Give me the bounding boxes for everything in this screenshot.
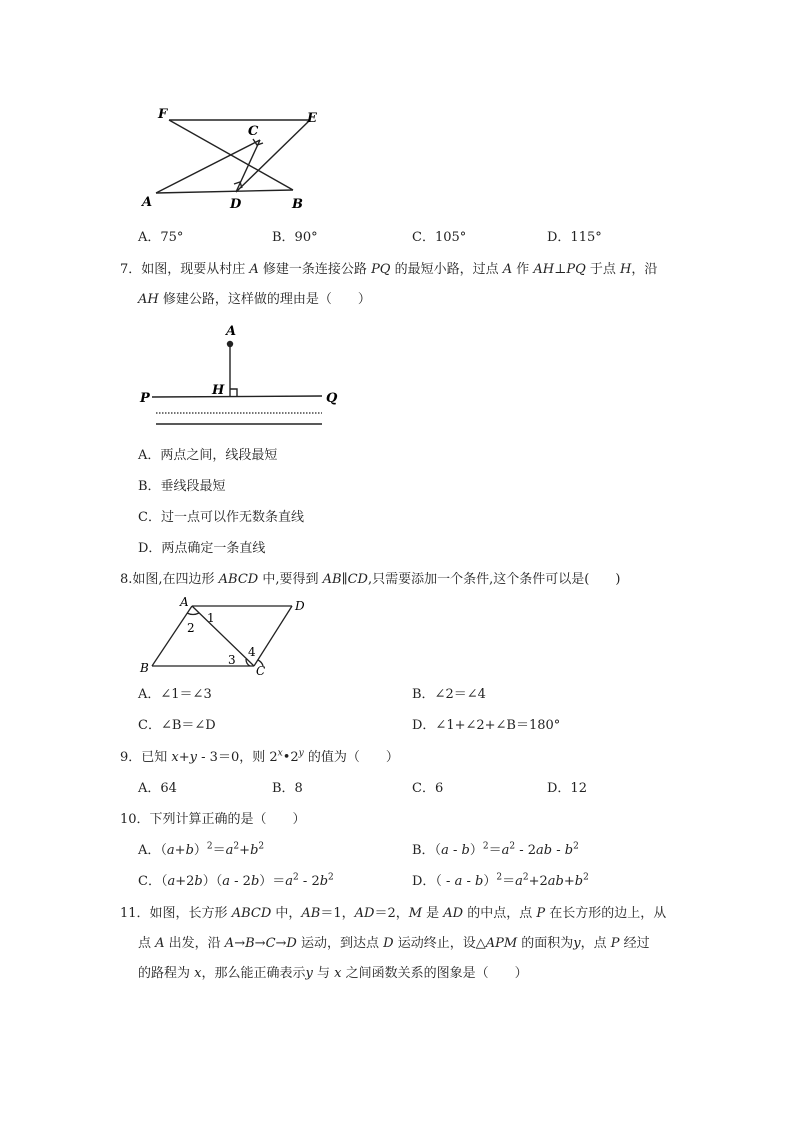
q9-option-d: D．12 [547, 781, 587, 796]
label-D: D [295, 599, 305, 613]
q7-option-c: C．过一点可以作无数条直线 [138, 510, 304, 525]
figure-q8 [136, 596, 316, 678]
label-B: B [140, 661, 149, 675]
label-F: F [158, 107, 168, 122]
q6-option-a: A．75° [138, 230, 184, 245]
label-P: P [140, 391, 150, 406]
angle-2: 2 [187, 621, 195, 635]
q7-option-a: A．两点之间，线段最短 [138, 448, 278, 463]
q11-stem-line3: 的路程为 x，那么能正确表示y 与 x 之间函数关系的图象是（ ） [138, 966, 528, 981]
label-C: C [248, 124, 259, 139]
q8-stem: 8.如图,在四边形 ABCD 中,要得到 AB∥CD,只需要添加一个条件,这个条件可以是( ) [120, 572, 621, 587]
q10-option-c: C．$(a+2b)(a - 2b)=a^2 - 2b^2$ [138, 872, 334, 889]
angle-4: 4 [248, 645, 256, 659]
label-E: E [307, 111, 317, 126]
q10-option-d: D．（ - $a - b)^2=a^2+2ab+b^2$ [412, 872, 589, 889]
q10-option-a: A．$(a+b)^2=a^2+b^2$ [138, 841, 265, 858]
label-C: C [256, 664, 266, 678]
q10-option-b: B．$(a - b)^2=a^2 - 2ab - b^2$ [412, 841, 579, 858]
q8-option-a: A．∠1＝∠3 [138, 687, 212, 702]
q10-stem: 10．下列计算正确的是（ ） [120, 812, 306, 827]
q8-option-c: C．∠B＝∠D [138, 718, 216, 733]
q6-option-b: B．90° [272, 230, 318, 245]
q7-option-b: B．垂线段最短 [138, 479, 226, 494]
q9-option-a: A．64 [138, 781, 177, 796]
angle-1: 1 [207, 611, 215, 625]
q7-stem-line1: 7．如图，现要从村庄 A 修建一条连接公路 PQ 的最短小路，过点 A 作 AH⊥PQ 于点 H，沿 [120, 262, 658, 277]
label-H: H [212, 383, 225, 398]
figure-q6 [138, 100, 338, 215]
figure-q7 [138, 322, 348, 432]
q6-option-d: D．115° [547, 230, 602, 245]
q8-option-b: B．∠2＝∠4 [412, 687, 486, 702]
label-B: B [292, 197, 303, 212]
angle-3: 3 [228, 653, 236, 667]
label-D: D [230, 197, 242, 212]
q8-option-d: D．∠1+∠2+∠B＝180° [412, 718, 561, 733]
q7-stem-line2: AH 修建公路，这样做的理由是（ ） [138, 292, 371, 307]
q6-option-c: C．105° [412, 230, 467, 245]
q11-stem-line1: 11．如图，长方形 ABCD 中，AB＝1，AD＝2，M 是 AD 的中点，点 P 在长方形的边上，从 [120, 906, 667, 921]
q9-stem: 9．已知 x+y - 3＝0，则 2$^x$•2$^y$ 的值为（ ） [120, 748, 399, 765]
q9-option-b: B．8 [272, 781, 303, 796]
q11-stem-line2: 点 A 出发，沿 A→B→C→D 运动，到达点 D 运动终止，设△APM 的面积为y，点 P 经过 [138, 936, 650, 951]
label-A: A [142, 195, 153, 210]
label-Q: Q [326, 391, 338, 406]
q9-option-c: C．6 [412, 781, 444, 796]
q7-option-d: D．两点确定一条直线 [138, 541, 266, 556]
label-A: A [180, 596, 189, 609]
label-A: A [226, 324, 237, 339]
